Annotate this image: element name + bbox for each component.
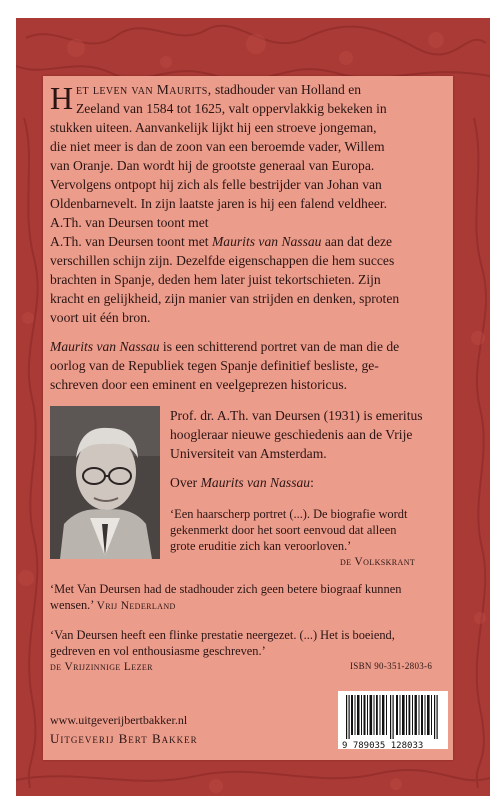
intro-line-6: Vervolgens ontpopt hij zich als felle bestrijder van Johan van bbox=[50, 177, 382, 192]
isbn-label: ISBN 90-351-2803-6 bbox=[350, 661, 433, 671]
publisher-url: www.uitgeverijbertbakker.nl bbox=[50, 713, 188, 727]
author-line-2: hoogleraar nieuwe geschiedenis aan de Vrije bbox=[170, 427, 413, 442]
para2-line-1 bbox=[50, 339, 399, 355]
intro-line-11: brachten in Spanje, deden hem later juist tekortschieten. Zijn bbox=[50, 272, 381, 287]
para2-text: is een schitterend portret van de man die de bbox=[159, 339, 400, 354]
intro-text: A.Th. van Deursen toont met bbox=[50, 234, 212, 249]
quote1-source: de Volkskrant bbox=[340, 556, 416, 568]
intro-line-13: voort uit één bron. bbox=[50, 310, 151, 325]
intro-line-10: verschillen schijn zijn. Dezelfde eigenschappen die hem succes bbox=[50, 253, 395, 268]
quote2-line-2 bbox=[50, 598, 176, 613]
intro-line-text: stadhouder van Holland en bbox=[211, 82, 362, 97]
barcode-number: 9 789035 128033 bbox=[342, 741, 424, 751]
intro-line-4: die niet meer is dan de zoon van een beroemde vader, Willem bbox=[50, 139, 385, 154]
intro-line-8: A.Th. van Deursen toont met bbox=[50, 215, 209, 230]
author-line-1: Prof. dr. A.Th. van Deursen (1931) is emeritus bbox=[170, 408, 423, 423]
quote1-line-1: ‘Een haarscherp portret (...). De biografie wordt bbox=[170, 507, 408, 521]
book-title: Maurits van Nassau bbox=[50, 339, 160, 354]
quote2-text: wensen.’ bbox=[50, 598, 97, 612]
drop-cap: H bbox=[50, 80, 74, 116]
intro-lead: et leven van Maurits, bbox=[76, 82, 212, 97]
quote2-line-1: ‘Met Van Deursen had de stadhouder zich geen betere biograaf kunnen bbox=[50, 582, 402, 596]
quote2-source: Vrij Nederland bbox=[96, 600, 176, 612]
barcode bbox=[338, 691, 448, 755]
para2-line-3: schreven door een eminent en veelgeprezen historicus. bbox=[50, 377, 348, 392]
intro-text: aan dat deze bbox=[321, 234, 393, 249]
quote1-line-2: gekenmerkt door het soort eenvoud dat alleen bbox=[170, 523, 397, 537]
intro-line-3: stukken uiteen. Aanvankelijk lijkt hij een stroeve jongeman, bbox=[50, 120, 377, 135]
intro-line-2: Zeeland van 1584 tot 1625, valt oppervlakkig bekeken in bbox=[76, 101, 387, 116]
intro-line-7: Oldenbarnevelt. In zijn laatste jaren is hij een falend veldheer. bbox=[50, 196, 388, 211]
book-title: Maurits van Nassau bbox=[211, 234, 322, 249]
quote3-line-1: ‘Van Deursen heeft een flinke prestatie neergezet. (...) Het is boeiend, bbox=[50, 628, 395, 642]
intro-line-1 bbox=[76, 82, 361, 98]
publisher-name: Uitgeverij Bert Bakker bbox=[50, 731, 198, 746]
intro-line-5: van Oranje. Dan wordt hij de grootste generaal van Europa. bbox=[50, 158, 375, 173]
para2-line-2: oorlog van de Republiek tegen Spanje definitief besliste, ge- bbox=[50, 358, 379, 373]
quote3-source: de Vrijzinnige Lezer bbox=[50, 661, 153, 673]
quote1-line-3: grote eruditie zich kan veroorloven.’ bbox=[170, 539, 352, 553]
over-suffix: : bbox=[310, 475, 314, 490]
book-title: Maurits van Nassau bbox=[200, 475, 311, 490]
author-photo bbox=[50, 406, 160, 559]
quote3-line-2: gedreven en vol enthousiasme geschreven.’ bbox=[50, 644, 266, 658]
over-heading bbox=[170, 475, 314, 491]
intro-line-9 bbox=[50, 234, 392, 250]
intro-line-12: kracht en gelijkheid, zijn manier van strijden en denken, sproten bbox=[50, 291, 400, 306]
over-prefix: Over bbox=[170, 475, 201, 490]
author-line-3: Universiteit van Amsterdam. bbox=[170, 446, 327, 461]
